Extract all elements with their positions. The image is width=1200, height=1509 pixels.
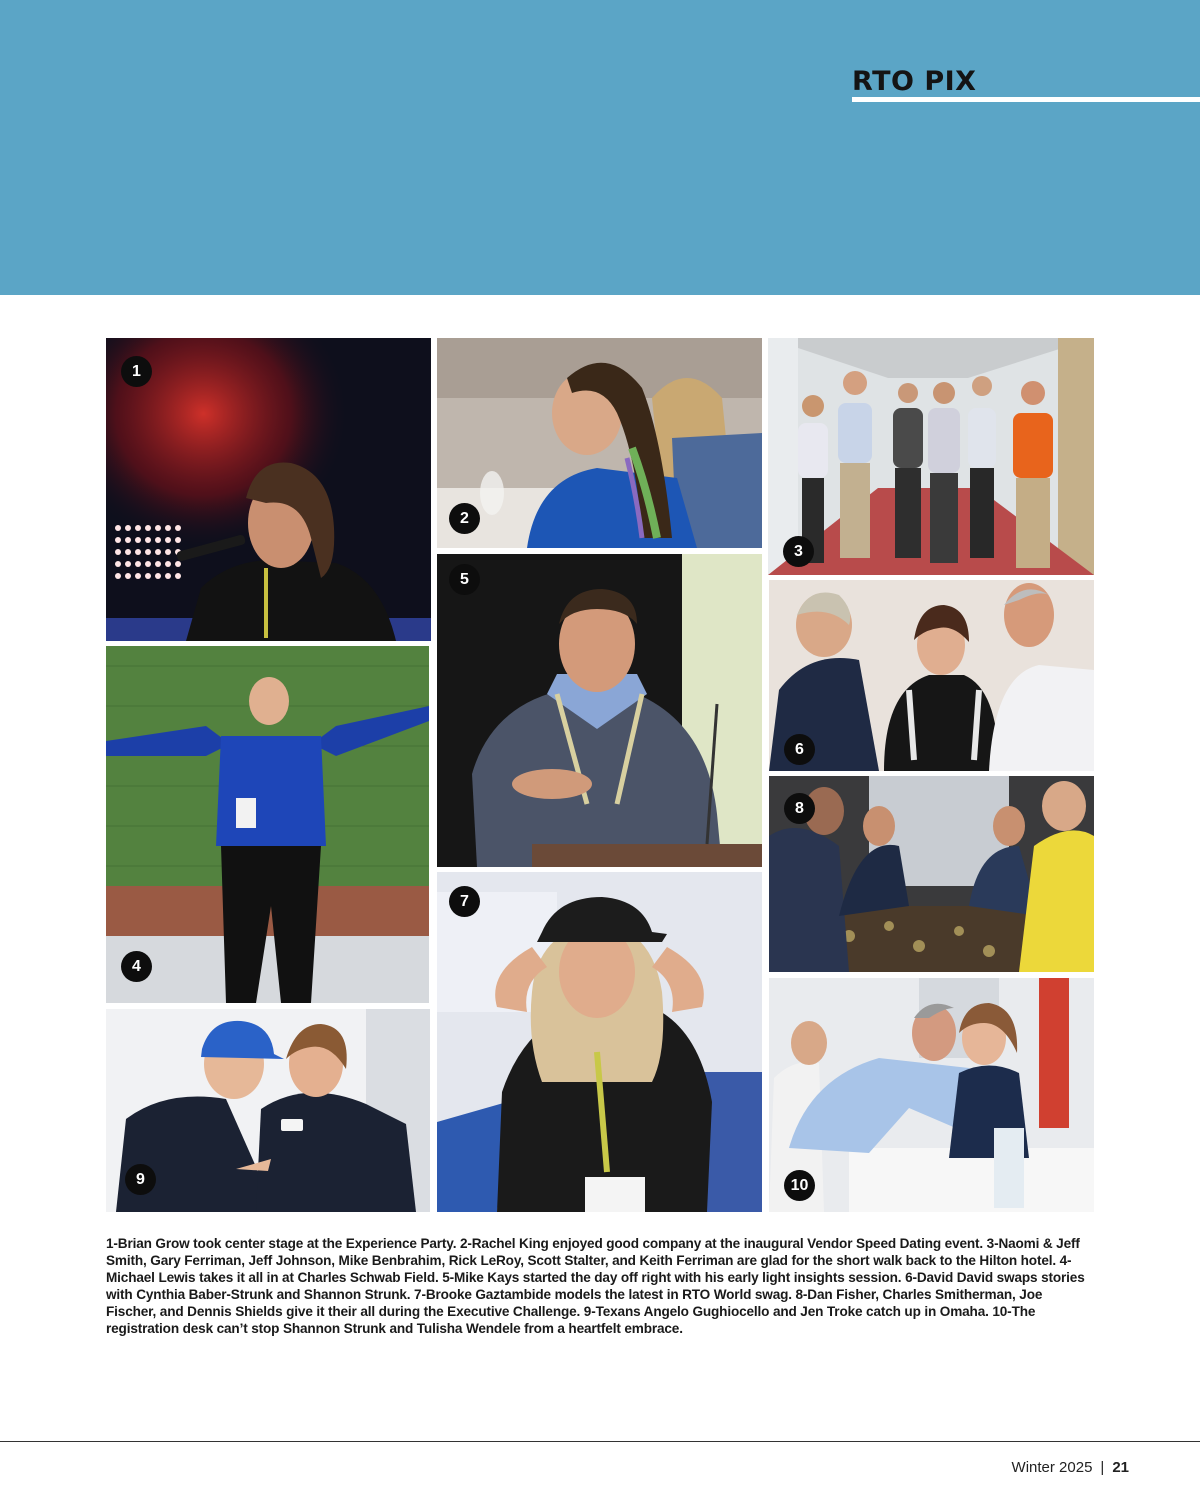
- photo-number-badge: 10: [784, 1170, 815, 1201]
- photo-number-badge: 5: [449, 564, 480, 595]
- photo-number-badge: 1: [121, 356, 152, 387]
- photo-9: [106, 1009, 430, 1212]
- header-banner: [0, 0, 1200, 295]
- photo-2: [437, 338, 762, 548]
- photo-8: [769, 776, 1094, 972]
- photo-number-badge: 9: [125, 1164, 156, 1195]
- page-footer: [1012, 1459, 1129, 1476]
- issue-label: Winter 2025: [1011, 1459, 1093, 1476]
- section-title: RTO PIX: [852, 66, 977, 97]
- photo-1: [106, 338, 431, 641]
- photo-number-badge: 4: [121, 951, 152, 982]
- photo-10: [769, 978, 1094, 1212]
- footer-divider: [0, 1441, 1200, 1442]
- photo-5: [437, 554, 762, 867]
- photo-number-badge: 3: [783, 536, 814, 567]
- photo-7: [437, 872, 762, 1212]
- photo-number-badge: 6: [784, 734, 815, 765]
- footer-separator: |: [1100, 1459, 1105, 1476]
- photo-number-badge: 2: [449, 503, 480, 534]
- page-number: 21: [1112, 1459, 1129, 1476]
- photo-number-badge: 8: [784, 793, 815, 824]
- photo-captions: 1-Brian Grow took center stage at the Experience Party. 2-Rachel King enjoyed good company at the inaugural Vendor Speed Dating event. 3-Naomi & Jeff Smith, Gary Ferriman, Jeff Johnson, Mike Benbrahim, Rick LeRoy, Scott Stalter, and Keith Ferriman are glad for the short walk back to the Hilton hotel. 4-Michael Lewis takes it all in at Charles Schwab Field. 5-Mike Kays started the day off right with his early light insights session. 6-David David swaps stories with Cynthia Baber-Strunk and Shannon Strunk. 7-Brooke Gaztambide models the latest in RTO World swag. 8-Dan Fisher, Charles Smitherman, Joe Fischer, and Dennis Shields give it their all during the Executive Challenge. 9-Texans Angelo Gughiocello and Jen Troke catch up in Omaha. 10-The registration desk can’t stop Shannon Strunk and Tulisha Wendele from a heartfelt embrace.: [106, 1236, 1085, 1337]
- title-underline: [852, 97, 1200, 102]
- photo-3: [768, 338, 1094, 575]
- photo-6: [769, 580, 1094, 771]
- photo-number-badge: 7: [449, 886, 480, 917]
- photo-4: [106, 646, 429, 1003]
